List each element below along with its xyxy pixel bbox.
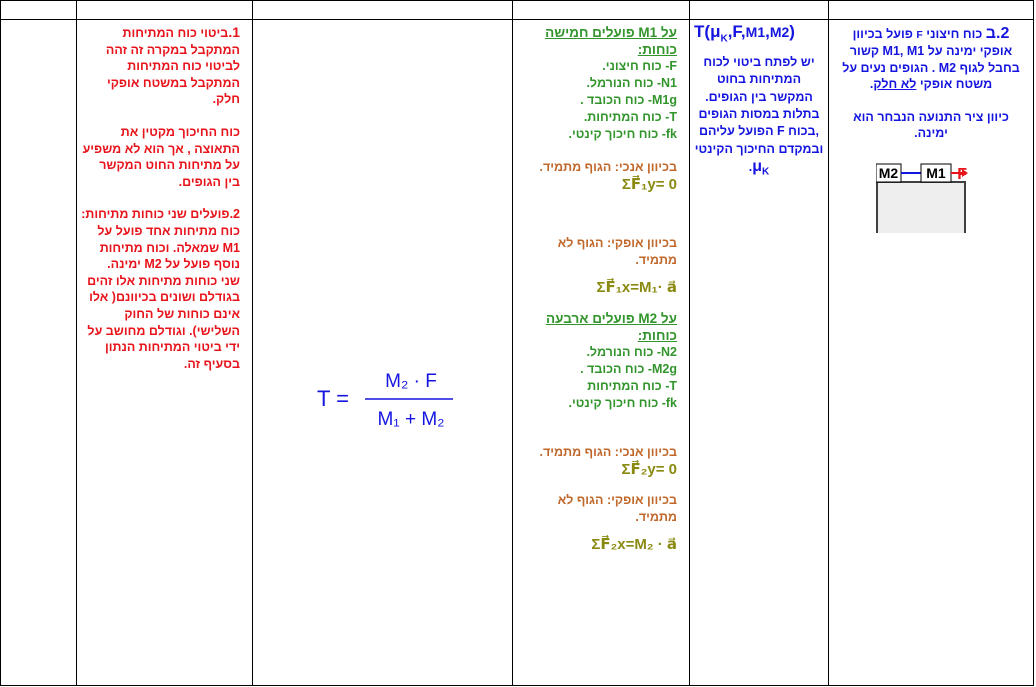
m2-force-item: fk- כוח חיכוך קינטי. (568, 396, 677, 410)
tension-formula (313, 365, 463, 435)
header-cell-1 (829, 1, 1034, 20)
blocks-diagram (876, 161, 976, 233)
content-row (1, 20, 1034, 686)
block-m1-label: M1 (926, 165, 946, 182)
tension-function-text: יש לפתח ביטוי לכוח המתיחות בחוט המקשר בין הגופים. בתלות במסות הגופים ,בכוח F הפועל עליהם ובמקדם החיכוך הקינטי $\mu_K$. (694, 54, 824, 178)
problem-cell (829, 20, 1034, 686)
formula-lhs: T = (317, 386, 350, 411)
m2-horizontal-equation: ΣF⃗₂x=M₂ · a⃗ (591, 536, 677, 553)
formula-denominator: M₁ + M₂ (377, 409, 445, 430)
m2-vertical-equation: ΣF⃗₂y= 0 (621, 461, 677, 478)
m1-force-item: T- כוח המתיחות. (583, 110, 677, 124)
m2-force-list (517, 344, 677, 412)
header-cell-4 (253, 1, 513, 20)
forces-cell (513, 20, 690, 686)
m1-force-item: N1- כוח הנורמל. (586, 76, 677, 90)
m1-forces-header: על M1 פועלים חמישה כוחות: (545, 25, 677, 57)
m1-horizontal-equation: ΣF⃗₁x=M₁· a⃗ (596, 279, 677, 296)
header-row (1, 1, 1034, 20)
explanation-paragraph-3: 2.פועלים שני כוחות מתיחות: כוח מתיחות אחד פועל על M1 שמאלה. וכוח מתיחות נוסף פועל על M2 ימינה. (81, 207, 240, 272)
problem-statement: 2.ב כוח חיצוני F פועל בכיוון אופקי ימינה על M1, M1 קשור בחבל לגוף M2 . הגופים נעים על משטח אופקי לא חלק. (842, 25, 1020, 92)
block-m2-label: M2 (878, 165, 899, 182)
blocks-diagram-svg (876, 161, 976, 233)
empty-cell (1, 20, 77, 686)
tension-function-heading: $T(\mu_K,F,M1,M2)$ (694, 22, 795, 45)
direction-note: כיוון ציר התנועה הנבחר הוא ימינה. (853, 109, 1009, 141)
tension-function-cell (690, 20, 829, 686)
m1-force-list (517, 58, 677, 143)
m1-force-item: fk- כוח חיכוך קינטי. (568, 127, 677, 141)
header-cell-6 (1, 1, 77, 20)
m1-vertical-label: בכיוון אנכי: הגוף מתמיד. (539, 160, 677, 174)
explanation-paragraph-4: שני כוחות מתיחות אלו זהים בגודלם ושונים בכיוונם( אלו אינם כוחות של החוק השלישי). וגודלם מחושב על ידי ביטוי המתיחות הנתון בסעיף זה. (87, 273, 240, 371)
m2-vertical-label: בכיוון אנכי: הגוף מתמיד. (539, 445, 677, 459)
m2-force-item: N2- כוח הנורמל. (586, 345, 677, 359)
m1-horizontal-label: בכיוון אופקי: הגוף לא מתמיד. (557, 236, 677, 267)
header-cell-5 (77, 1, 253, 20)
formula-numerator: M₂ · F (385, 371, 437, 392)
header-cell-2 (690, 1, 829, 20)
m2-forces-header: על M2 פועלים ארבעה כוחות: (546, 311, 677, 343)
m1-force-item: F- כוח חיצוני. (602, 59, 677, 73)
result-cell (253, 20, 513, 686)
m2-force-item: M2g- כוח הכובד . (580, 362, 677, 376)
explanation-paragraph-1: 1.ביטוי כוח המתיחות המתקבל במקרה זה זהה לביטוי כוח המתיחות המתקבל במשטח אופקי חלק. (105, 24, 240, 107)
explanation-cell (77, 20, 253, 686)
m1-vertical-equation: ΣF⃗₁y= 0 (621, 176, 677, 193)
force-label: F (957, 166, 967, 184)
m1-force-item: M1g- כוח הכובד . (580, 93, 677, 107)
explanation-paragraph-2: כוח החיכוך מקטין את התאוצה , אך הוא לא משפיע על מתיחות החוט המקשר בין הגופים. (82, 124, 240, 189)
m2-force-item: T- כוח המתיחות (587, 379, 677, 393)
header-cell-3 (513, 1, 690, 20)
m2-horizontal-label: בכיוון אופקי: הגוף לא מתמיד. (557, 493, 677, 524)
